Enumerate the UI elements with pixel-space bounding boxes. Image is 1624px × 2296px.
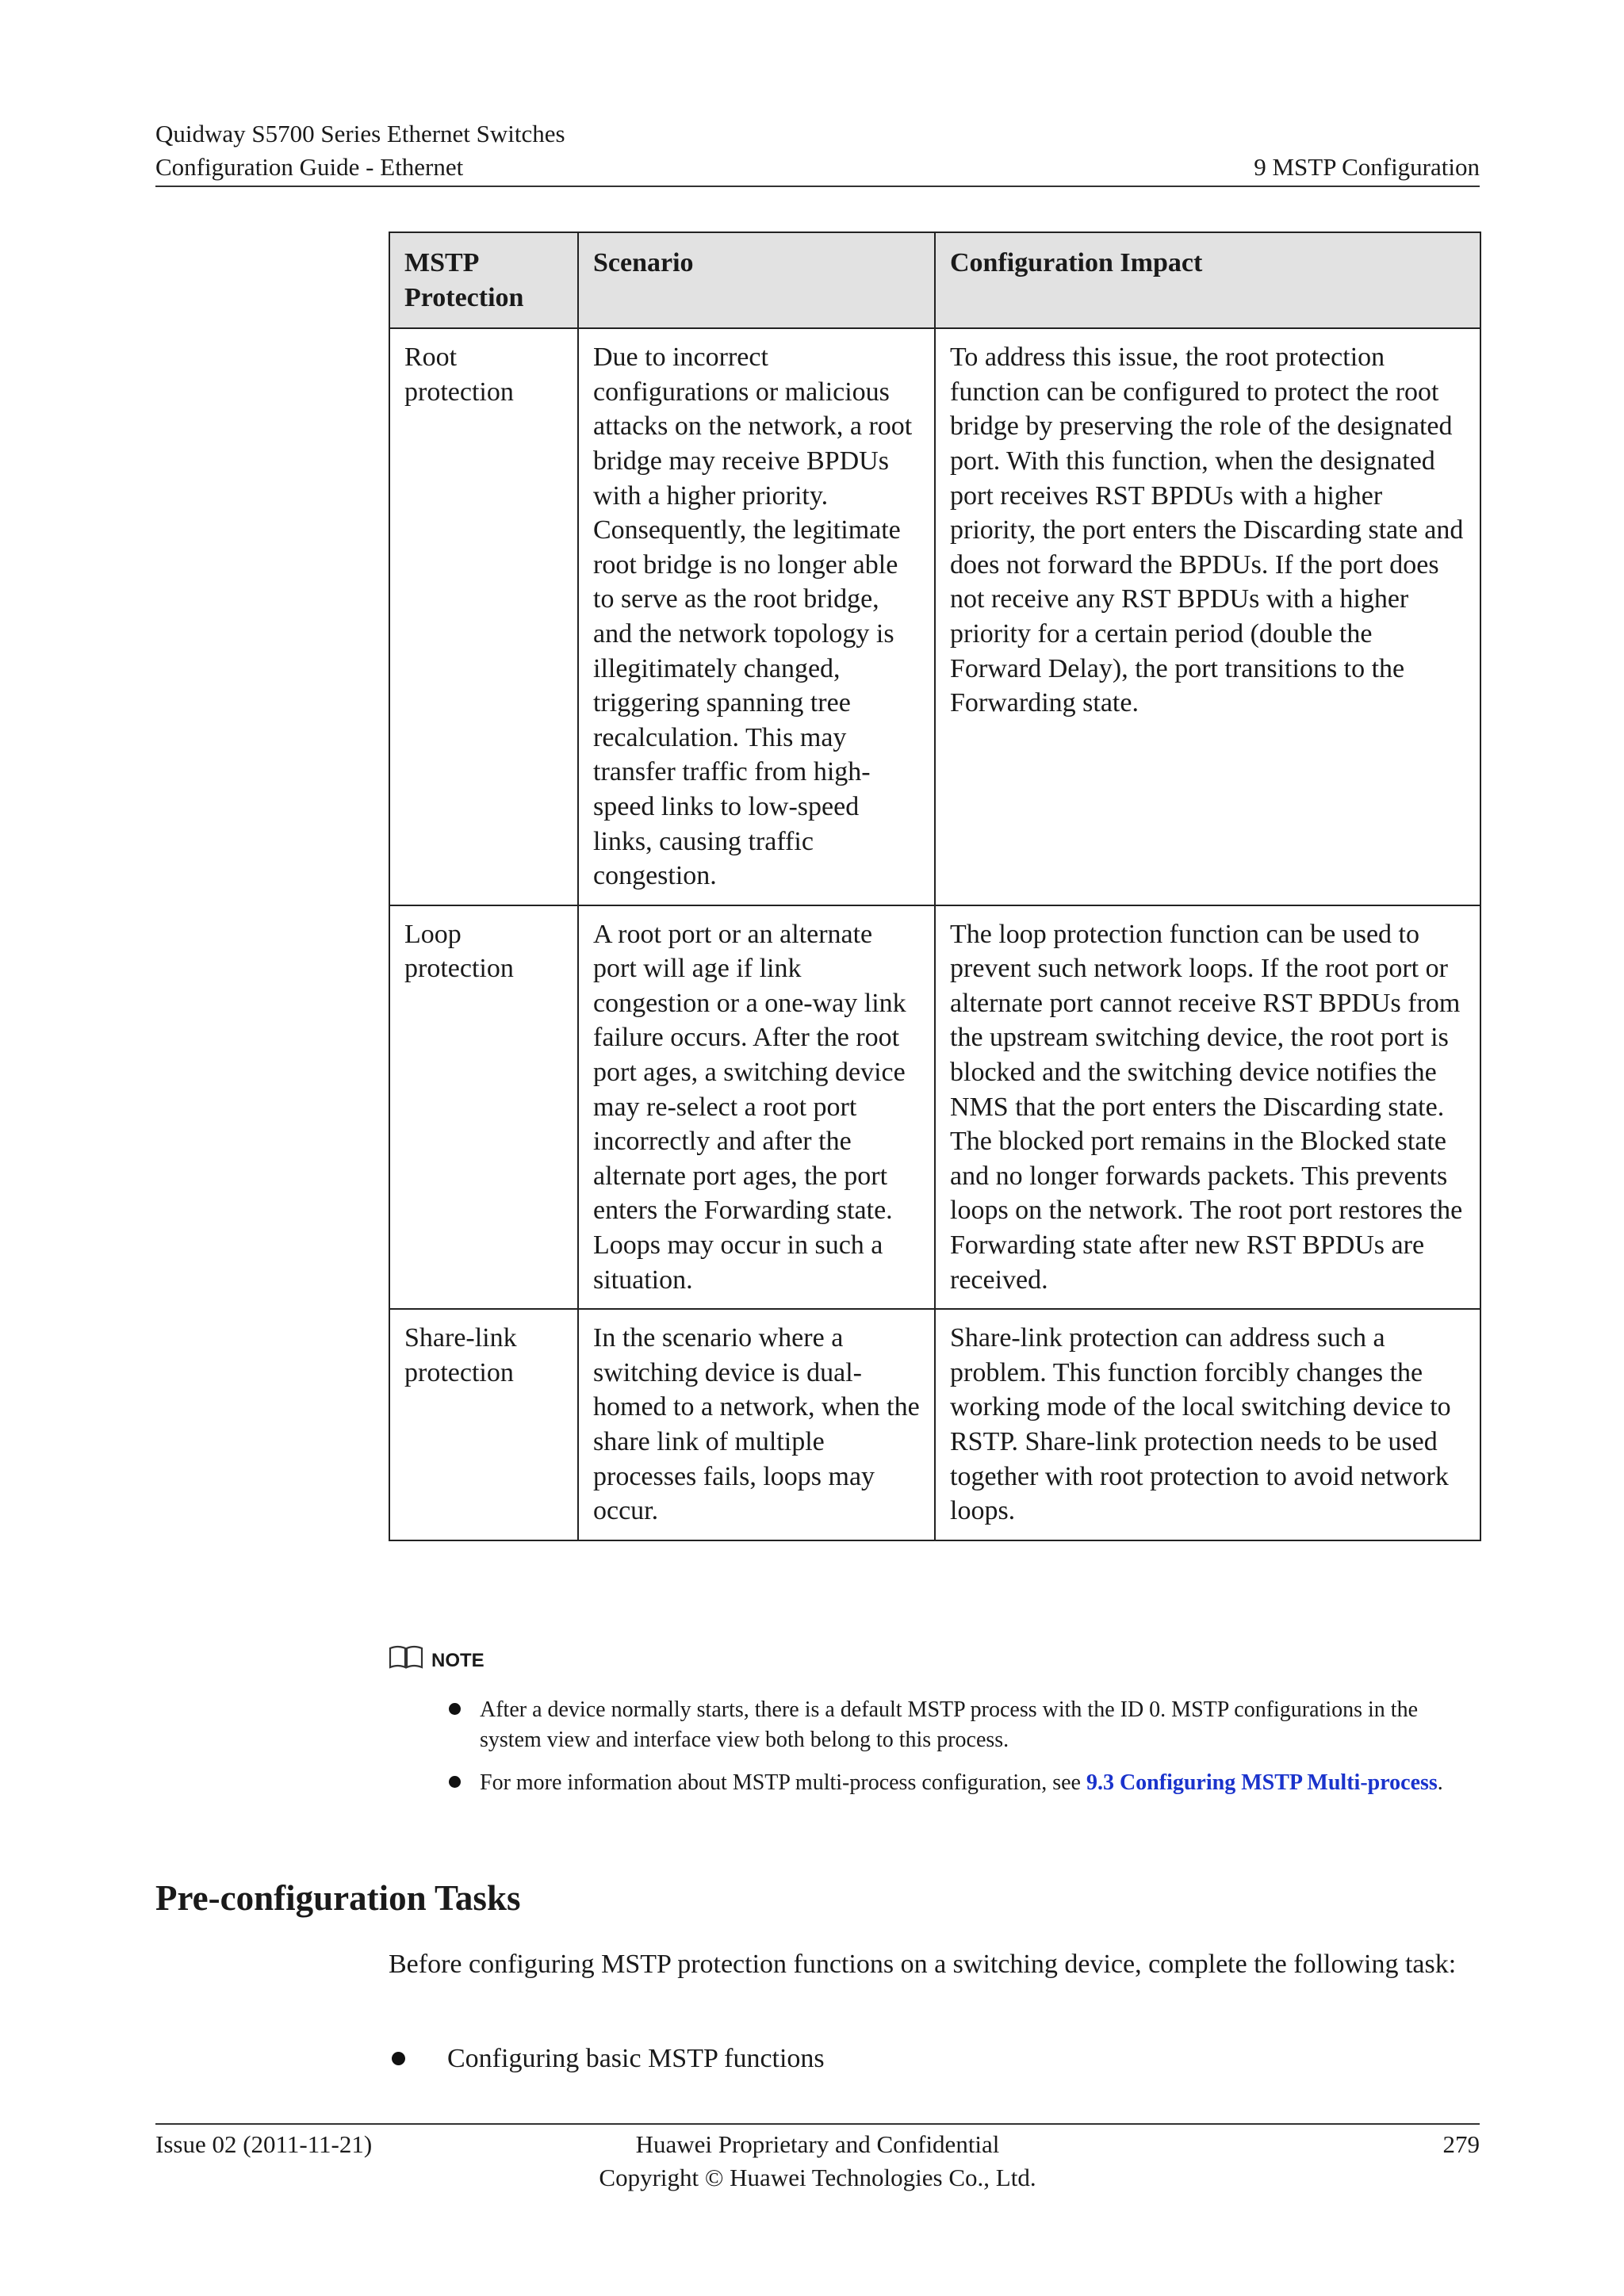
copyright-notice: Copyright © Huawei Technologies Co., Ltd. bbox=[599, 2164, 1036, 2191]
note-text-suffix: . bbox=[1437, 1770, 1443, 1795]
copyright-block bbox=[421, 2128, 1214, 2195]
protection-cell: Root protection bbox=[389, 328, 578, 905]
table-row bbox=[389, 1309, 1480, 1540]
task-list bbox=[389, 2042, 1480, 2076]
impact-cell: Share-link protection can address such a problem. This function forcibly changes the working mode of the local switching device to RSTP. Share-link protection needs to be used together with root protection to avoid network loops. bbox=[935, 1309, 1480, 1540]
note-label: NOTE bbox=[431, 1649, 485, 1671]
bullet-icon bbox=[449, 1703, 461, 1715]
impact-cell: The loop protection function can be used to prevent such network loops. If the root port or alternate port cannot receive RST BPDUs from the upstream switching device, the root port is blocked and the switching device notifies the NMS that the port enters the Discarding state. The blocked port remains in the Blocked state and no longer forwards packets. This prevents loops on the network. The root port restores the Forwarding state after new RST BPDUs are received. bbox=[935, 905, 1480, 1310]
note-item bbox=[389, 1695, 1480, 1755]
column-header: Configuration Impact bbox=[935, 232, 1480, 328]
task-text: Configuring basic MSTP functions bbox=[447, 2044, 825, 2073]
confidential-notice: Huawei Proprietary and Confidential bbox=[635, 2130, 1000, 2158]
protection-cell: Share-link protection bbox=[389, 1309, 578, 1540]
mstp-protection-table bbox=[389, 232, 1481, 1541]
multi-process-link[interactable]: 9.3 Configuring MSTP Multi-process bbox=[1086, 1770, 1438, 1795]
column-header: MSTP Protection bbox=[389, 232, 578, 328]
note-list bbox=[389, 1695, 1480, 1811]
page-footer bbox=[155, 2123, 1480, 2195]
note-item bbox=[389, 1768, 1480, 1798]
protection-cell: Loop protection bbox=[389, 905, 578, 1310]
note-text: After a device normally starts, there is a default MSTP process with the ID 0. MSTP configurations in the system view and interface view both belong to this process. bbox=[480, 1697, 1418, 1752]
scenario-cell: A root port or an alternate port will age if link congestion or a one-way link failure occurs. After the root port ages, a switching device may re-select a root port incorrectly and after the alternate port ages, the port enters the Forwarding state. Loops may occur in such a situation. bbox=[578, 905, 935, 1310]
table-header-row bbox=[389, 232, 1480, 328]
product-name: Quidway S5700 Series Ethernet Switches bbox=[155, 120, 565, 147]
bullet-icon bbox=[392, 2052, 405, 2065]
table-row bbox=[389, 328, 1480, 905]
column-header: Scenario bbox=[578, 232, 935, 328]
table-row bbox=[389, 905, 1480, 1310]
scenario-cell: In the scenario where a switching device is dual-homed to a network, when the share link of multiple processes fails, loops may occur. bbox=[578, 1309, 935, 1540]
note-heading bbox=[389, 1644, 485, 1677]
page-number: 279 bbox=[1442, 2130, 1480, 2158]
impact-cell: To address this issue, the root protection function can be configured to protect the root bridge by preserving the role of the designated port. With this function, when the designated port receives RST BPDUs with a higher priority, the port enters the Discarding state and does not forward the BPDUs. If the port does not receive any RST BPDUs with a higher priority for a certain period (double the Forward Delay), the port transitions to the Forwarding state. bbox=[935, 328, 1480, 905]
chapter-title: 9 MSTP Configuration bbox=[1254, 153, 1480, 181]
section-intro: Before configuring MSTP protection functions on a switching device, complete the following task: bbox=[389, 1950, 1457, 1979]
issue-info: Issue 02 (2011-11-21) bbox=[155, 2130, 373, 2158]
guide-name: Configuration Guide - Ethernet bbox=[155, 153, 464, 181]
bullet-icon bbox=[449, 1776, 461, 1788]
page-header bbox=[155, 117, 1480, 187]
list-item bbox=[389, 2042, 1480, 2076]
section-title: Pre-configuration Tasks bbox=[155, 1878, 521, 1918]
note-text-prefix: For more information about MSTP multi-process configuration, see bbox=[480, 1770, 1086, 1795]
scenario-cell: Due to incorrect configurations or malicious attacks on the network, a root bridge may receive BPDUs with a higher priority. Consequently, the legitimate root bridge is no longer able to serve as the root bridge, and the network topology is illegitimately changed, triggering spanning tree recalculation. This may transfer traffic from high-speed links to low-speed links, causing traffic congestion. bbox=[578, 328, 935, 905]
book-icon bbox=[389, 1644, 423, 1677]
